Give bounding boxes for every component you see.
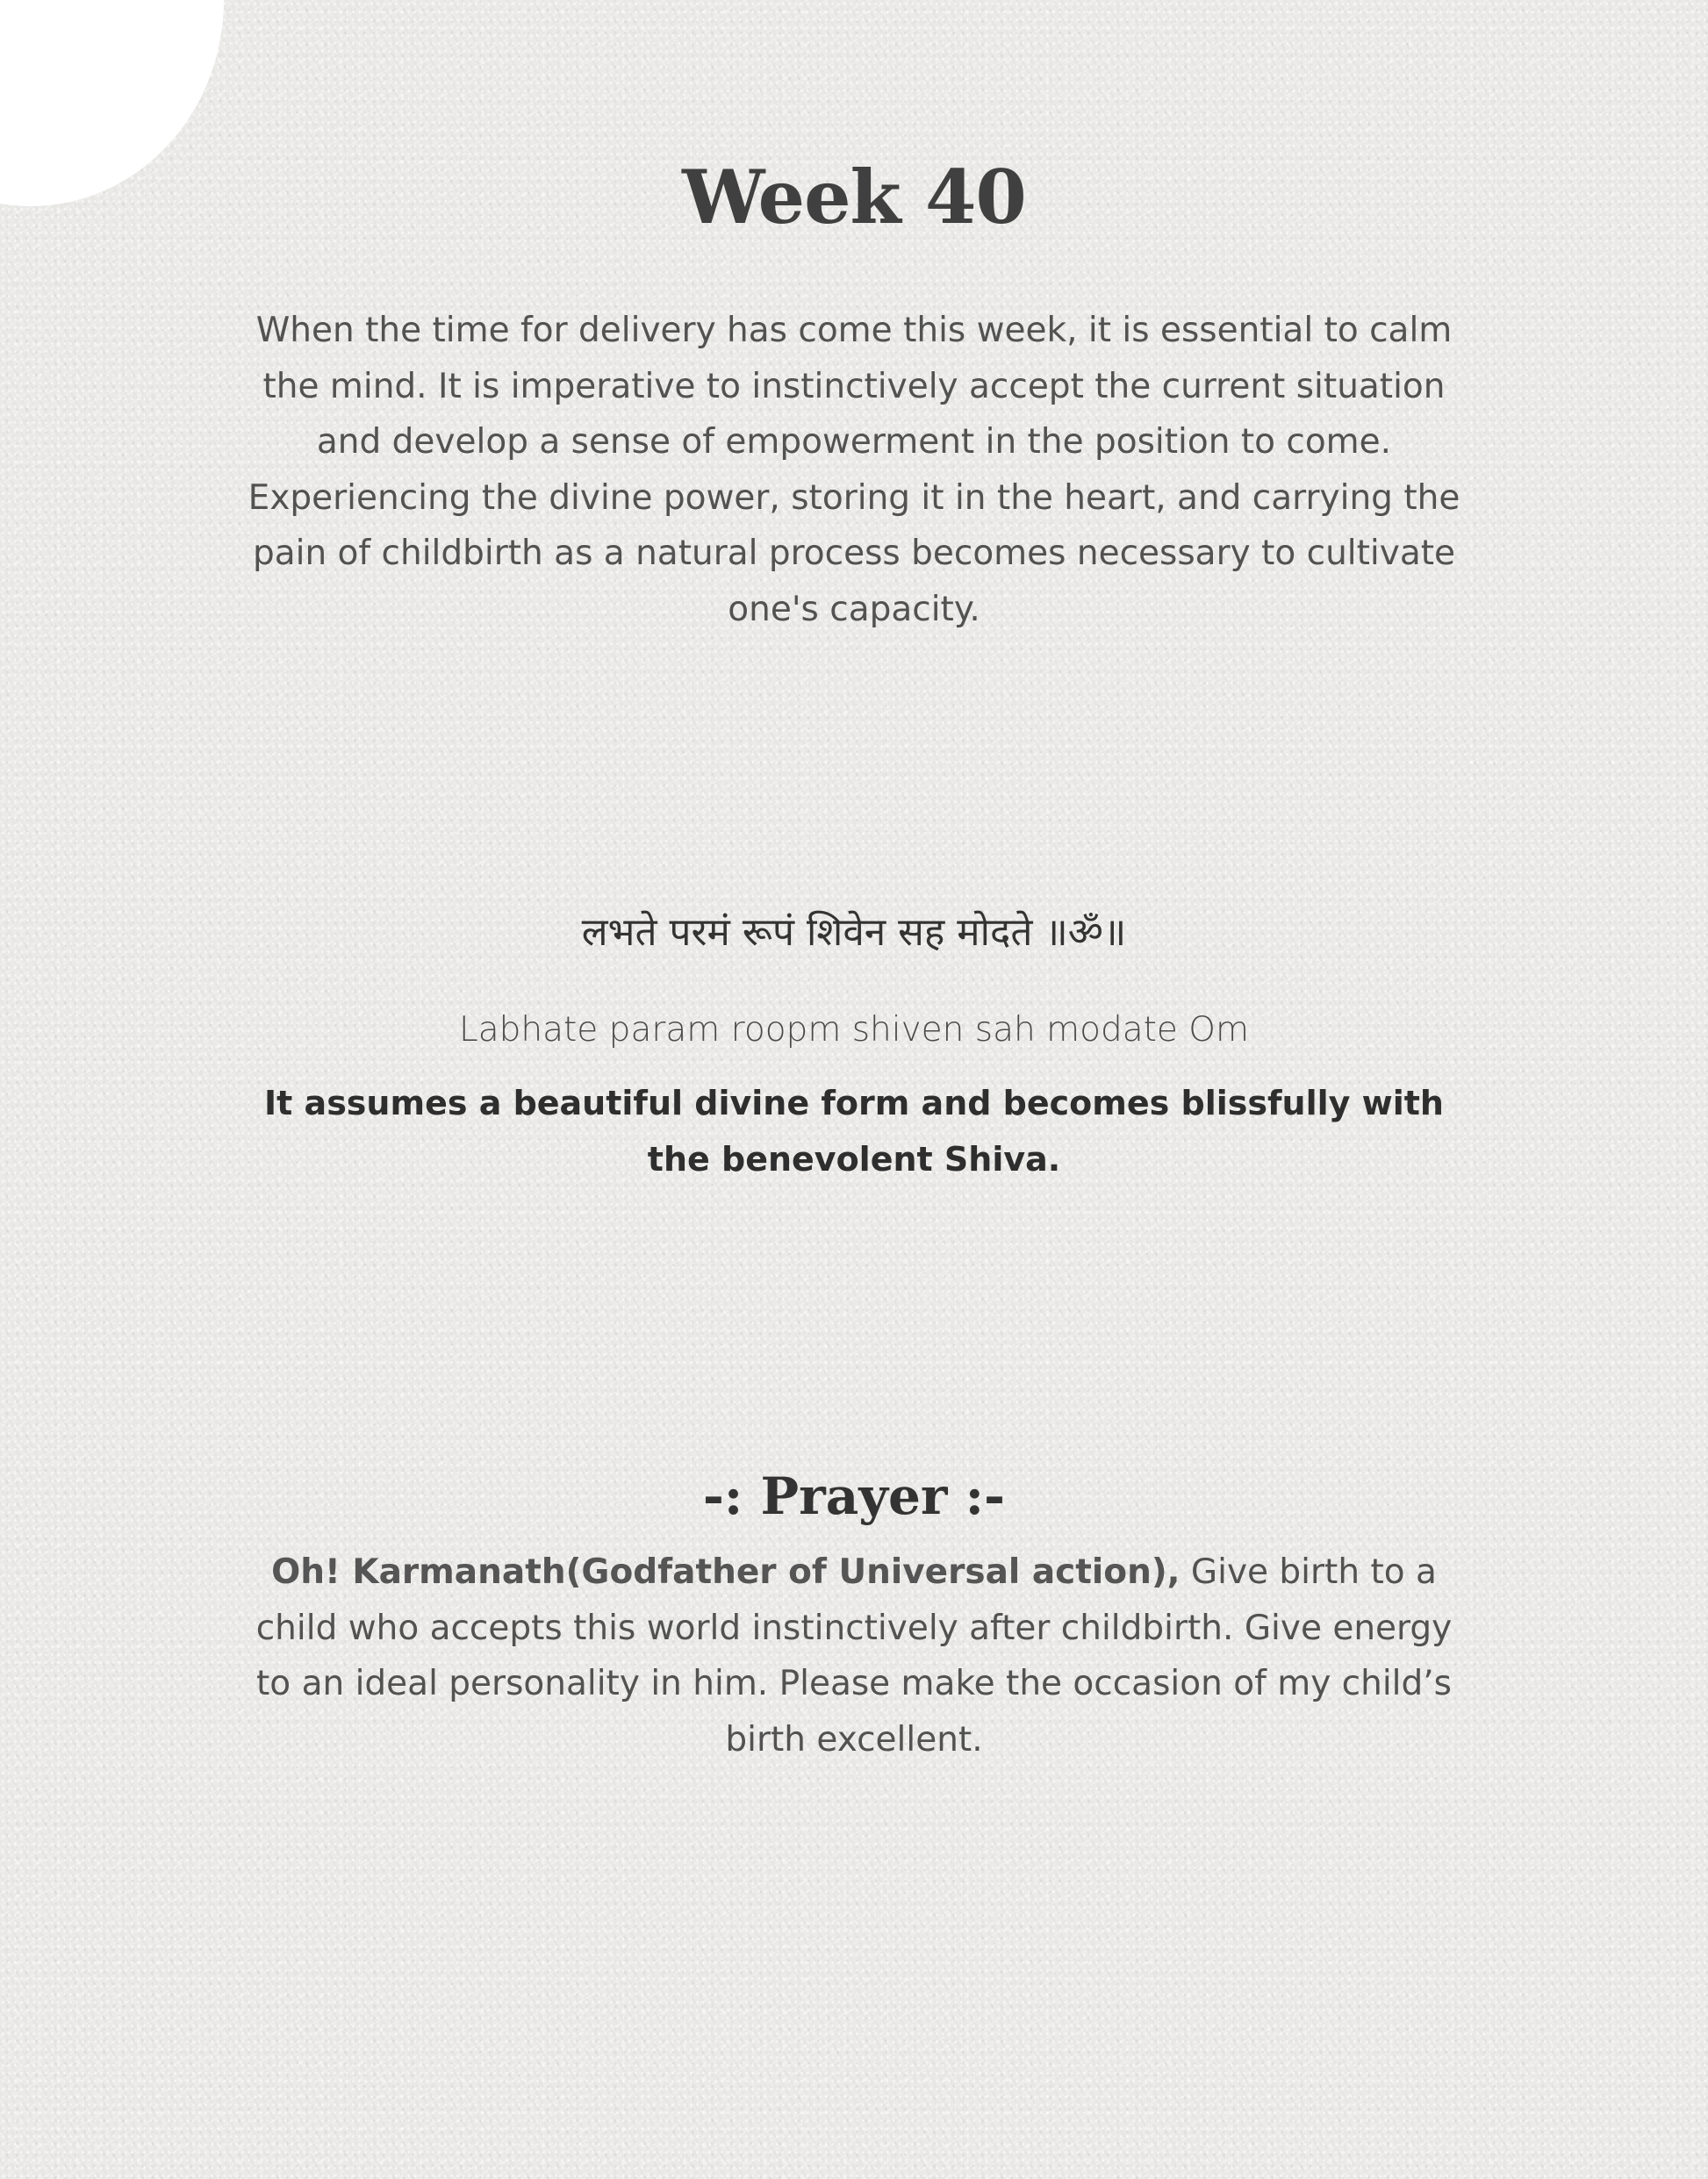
prayer-paragraph xyxy=(237,1545,1471,1767)
intro-paragraph: When the time for delivery has come this week, it is essential to calm the mind. It is imperative to instinctively accept the current situation and develop a sense of empowerment in the position to come. Experiencing the divine power, storing it in the heart, and carrying the pain of childbirth as a natural process becomes necessary to cultivate one's capacity. xyxy=(248,311,1460,629)
prayer-heading: -: Prayer :- xyxy=(702,1466,1006,1526)
verse-transliteration: Labhate param roopm shiven sah modate Om xyxy=(459,1010,1249,1050)
prayer-invocation: Oh! Karmanath(Godfather of Universal action), xyxy=(271,1552,1181,1592)
verse-meaning: It assumes a beautiful divine form and becomes blissfully with the benevolent Shiva. xyxy=(264,1084,1444,1179)
prayer-text: Give birth to a child who accepts this world instinctively after childbirth. Give energy to an ideal personality in him. Please make the occasion of my child’s birth excellent. xyxy=(255,1552,1453,1760)
sanskrit-verse: लभते परमं रूपं शिवेन सह मोदते ॥ॐ॥ xyxy=(581,910,1127,955)
page-title: Week 40 xyxy=(682,154,1026,240)
